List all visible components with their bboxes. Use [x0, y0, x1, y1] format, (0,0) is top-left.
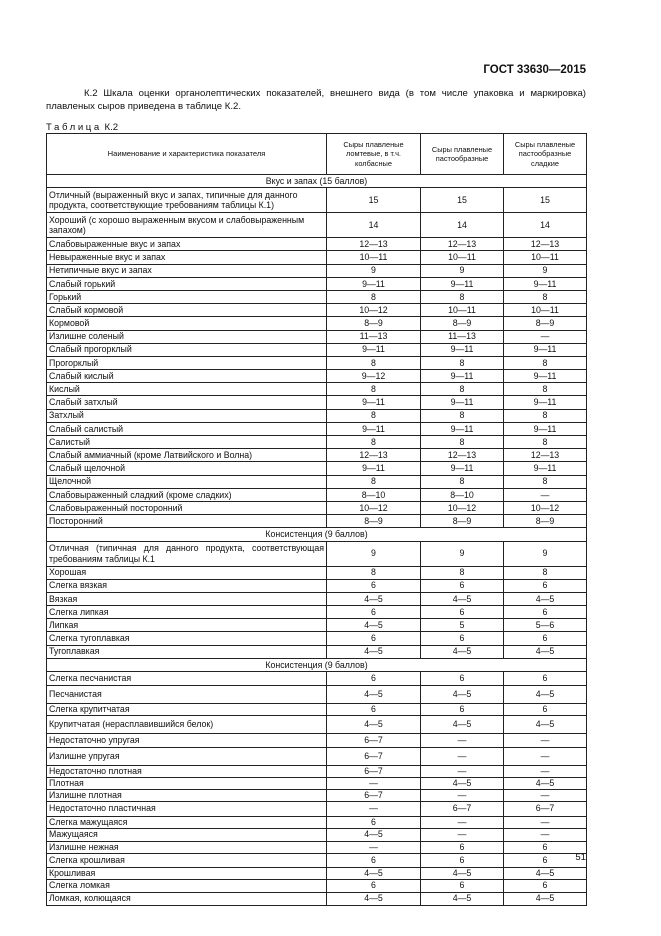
column-header-sweet: Сыры плавленые пастообразные сладкие	[504, 134, 587, 175]
paste-score-cell: 6	[421, 879, 504, 892]
sweet-score-cell: 9—11	[504, 396, 587, 409]
sliced-score-cell: 6	[327, 879, 421, 892]
indicator-cell: Слабый горький	[47, 277, 327, 290]
sliced-score-cell: 8	[327, 566, 421, 579]
sweet-score-cell: 4—5	[504, 777, 587, 789]
indicator-cell: Слабовыраженный посторонний	[47, 501, 327, 514]
paste-score-cell: 9—11	[421, 370, 504, 383]
sweet-score-cell: 9—11	[504, 370, 587, 383]
table-row	[47, 766, 587, 778]
sliced-score-cell: 4—5	[327, 619, 421, 632]
table-row	[47, 515, 587, 528]
paste-score-cell: 9—11	[421, 277, 504, 290]
table-row	[47, 645, 587, 658]
sweet-score-cell: 8	[504, 475, 587, 488]
sliced-score-cell: 9	[327, 264, 421, 277]
column-header-indicator: Наименование и характеристика показателя	[47, 134, 327, 175]
indicator-cell: Слегка вязкая	[47, 579, 327, 592]
paste-score-cell: 4—5	[421, 716, 504, 734]
indicator-cell: Отличная (типичная для данного продукта, соответствующая требованиям таблицы К.1	[47, 541, 327, 566]
sweet-score-cell: 9—11	[504, 462, 587, 475]
sliced-score-cell: —	[327, 777, 421, 789]
sweet-score-cell: 4—5	[504, 892, 587, 905]
sliced-score-cell: 9	[327, 541, 421, 566]
sweet-score-cell: 4—5	[504, 867, 587, 879]
sweet-score-cell: —	[504, 488, 587, 501]
sliced-score-cell: 6	[327, 632, 421, 645]
table-row	[47, 238, 587, 251]
page-number: 51	[575, 852, 586, 863]
section-title-row	[47, 528, 587, 541]
section-title: Вкус и запах (15 баллов)	[47, 175, 587, 188]
paste-score-cell: 9—11	[421, 462, 504, 475]
table-row	[47, 734, 587, 748]
sliced-score-cell: 8—9	[327, 515, 421, 528]
table-caption-label: Таблица	[46, 122, 102, 133]
table-row	[47, 330, 587, 343]
sweet-score-cell: 9—11	[504, 343, 587, 356]
indicator-cell: Нетипичные вкус и запах	[47, 264, 327, 277]
table-row	[47, 188, 587, 213]
table-header-row	[47, 134, 587, 175]
sliced-score-cell: 6—7	[327, 748, 421, 766]
table-row	[47, 686, 587, 704]
table-row	[47, 704, 587, 716]
sweet-score-cell: 15	[504, 188, 587, 213]
table-row	[47, 879, 587, 892]
paste-score-cell: 4—5	[421, 686, 504, 704]
paste-score-cell: —	[421, 748, 504, 766]
paste-score-cell: 12—13	[421, 449, 504, 462]
indicator-cell: Слабый кислый	[47, 370, 327, 383]
sweet-score-cell: 6	[504, 672, 587, 686]
table-row	[47, 853, 587, 867]
indicator-cell: Слегка мажущаяся	[47, 816, 327, 828]
sweet-score-cell: —	[504, 330, 587, 343]
table-row	[47, 841, 587, 853]
sweet-score-cell: 5—6	[504, 619, 587, 632]
sweet-score-cell: 9—11	[504, 422, 587, 435]
sweet-score-cell: 6	[504, 606, 587, 619]
sweet-score-cell: —	[504, 816, 587, 828]
table-row	[47, 290, 587, 303]
indicator-cell: Излишне соленый	[47, 330, 327, 343]
paste-score-cell: 10—12	[421, 501, 504, 514]
table-row	[47, 777, 587, 789]
sweet-score-cell: 8—9	[504, 317, 587, 330]
sweet-score-cell: —	[504, 766, 587, 778]
table-row	[47, 383, 587, 396]
table-row	[47, 462, 587, 475]
table-row	[47, 672, 587, 686]
sliced-score-cell: 8—10	[327, 488, 421, 501]
sliced-score-cell: 6	[327, 579, 421, 592]
sliced-score-cell: 10—11	[327, 251, 421, 264]
sliced-score-cell: 4—5	[327, 867, 421, 879]
table-row	[47, 789, 587, 801]
paste-score-cell: 6	[421, 672, 504, 686]
indicator-cell: Излишне упругая	[47, 748, 327, 766]
indicator-cell: Плотная	[47, 777, 327, 789]
table-row	[47, 264, 587, 277]
sweet-score-cell: 8	[504, 409, 587, 422]
indicator-cell: Хороший (с хорошо выраженным вкусом и слабовыраженным запахом)	[47, 213, 327, 238]
sweet-score-cell: —	[504, 828, 587, 841]
table-row	[47, 579, 587, 592]
score-table	[46, 133, 587, 906]
table-body	[47, 175, 587, 906]
paste-score-cell: 6—7	[421, 801, 504, 816]
paste-score-cell: 8	[421, 409, 504, 422]
paste-score-cell: 8	[421, 290, 504, 303]
table-row	[47, 892, 587, 905]
table-row	[47, 449, 587, 462]
indicator-cell: Тугоплавкая	[47, 645, 327, 658]
sliced-score-cell: —	[327, 801, 421, 816]
sliced-score-cell: 8	[327, 290, 421, 303]
indicator-cell: Прогорклый	[47, 356, 327, 369]
table-row	[47, 304, 587, 317]
sliced-score-cell: 8	[327, 383, 421, 396]
paste-score-cell: 6	[421, 632, 504, 645]
sweet-score-cell: 9	[504, 541, 587, 566]
table-row	[47, 409, 587, 422]
paste-score-cell: 6	[421, 841, 504, 853]
sliced-score-cell: 4—5	[327, 686, 421, 704]
paste-score-cell: 8	[421, 566, 504, 579]
sweet-score-cell: 9	[504, 264, 587, 277]
sliced-score-cell: 9—12	[327, 370, 421, 383]
sliced-score-cell: 8	[327, 436, 421, 449]
sliced-score-cell: 6—7	[327, 789, 421, 801]
sweet-score-cell: 10—11	[504, 251, 587, 264]
sliced-score-cell: 11—13	[327, 330, 421, 343]
paste-score-cell: 8—9	[421, 515, 504, 528]
paste-score-cell: 9—11	[421, 422, 504, 435]
indicator-cell: Мажущаяся	[47, 828, 327, 841]
table-row	[47, 370, 587, 383]
paste-score-cell: 9—11	[421, 396, 504, 409]
paste-score-cell: 6	[421, 853, 504, 867]
sliced-score-cell: 4—5	[327, 645, 421, 658]
sliced-score-cell: 10—12	[327, 304, 421, 317]
sliced-score-cell: 10—12	[327, 501, 421, 514]
paste-score-cell: 8	[421, 475, 504, 488]
paste-score-cell: 4—5	[421, 592, 504, 605]
paste-score-cell: —	[421, 789, 504, 801]
sweet-score-cell: 4—5	[504, 592, 587, 605]
sweet-score-cell: 6	[504, 704, 587, 716]
sliced-score-cell: 6—7	[327, 766, 421, 778]
indicator-cell: Липкая	[47, 619, 327, 632]
paste-score-cell: 6	[421, 606, 504, 619]
indicator-cell: Слегка песчанистая	[47, 672, 327, 686]
paste-score-cell: —	[421, 766, 504, 778]
sweet-score-cell: 8	[504, 290, 587, 303]
sweet-score-cell: —	[504, 734, 587, 748]
paste-score-cell: 8	[421, 383, 504, 396]
indicator-cell: Горький	[47, 290, 327, 303]
paste-score-cell: 4—5	[421, 777, 504, 789]
paste-score-cell: 9	[421, 264, 504, 277]
table-row	[47, 251, 587, 264]
sliced-score-cell: 6	[327, 853, 421, 867]
paste-score-cell: 12—13	[421, 238, 504, 251]
table-row	[47, 356, 587, 369]
section-title: Консистенция (9 баллов)	[47, 528, 587, 541]
sweet-score-cell: 6	[504, 841, 587, 853]
indicator-cell: Слегка крошливая	[47, 853, 327, 867]
sliced-score-cell: 4—5	[327, 828, 421, 841]
section-title-row	[47, 175, 587, 188]
indicator-cell: Салистый	[47, 436, 327, 449]
section-title-row	[47, 658, 587, 671]
paste-score-cell: 8	[421, 356, 504, 369]
sliced-score-cell: 4—5	[327, 892, 421, 905]
paste-score-cell: —	[421, 816, 504, 828]
indicator-cell: Невыраженные вкус и запах	[47, 251, 327, 264]
indicator-cell: Слабый щелочной	[47, 462, 327, 475]
indicator-cell: Вязкая	[47, 592, 327, 605]
table-caption	[46, 122, 118, 133]
sliced-score-cell: 4—5	[327, 716, 421, 734]
paste-score-cell: 14	[421, 213, 504, 238]
section-title: Консистенция (9 баллов)	[47, 658, 587, 671]
paste-score-cell: 4—5	[421, 867, 504, 879]
sweet-score-cell: 6	[504, 853, 587, 867]
paste-score-cell: 9—11	[421, 343, 504, 356]
paste-score-cell: 6	[421, 579, 504, 592]
sweet-score-cell: 4—5	[504, 645, 587, 658]
indicator-cell: Затхлый	[47, 409, 327, 422]
table-row	[47, 501, 587, 514]
sliced-score-cell: 6	[327, 672, 421, 686]
sweet-score-cell: 12—13	[504, 238, 587, 251]
sliced-score-cell: 6	[327, 606, 421, 619]
sliced-score-cell: 9—11	[327, 277, 421, 290]
indicator-cell: Недостаточно упругая	[47, 734, 327, 748]
indicator-cell: Ломкая, колющаяся	[47, 892, 327, 905]
indicator-cell: Кормовой	[47, 317, 327, 330]
sliced-score-cell: —	[327, 841, 421, 853]
sweet-score-cell: 12—13	[504, 449, 587, 462]
paste-score-cell: 10—11	[421, 251, 504, 264]
table-row	[47, 592, 587, 605]
indicator-cell: Слегка тугоплавкая	[47, 632, 327, 645]
table-caption-number: К.2	[104, 122, 119, 133]
sliced-score-cell: 8	[327, 409, 421, 422]
indicator-cell: Слегка ломкая	[47, 879, 327, 892]
indicator-cell: Слабовыраженные вкус и запах	[47, 238, 327, 251]
indicator-cell: Крошливая	[47, 867, 327, 879]
indicator-cell: Отличный (выраженный вкус и запах, типичные для данного продукта, соответствующие требованиям таблицы К.1)	[47, 188, 327, 213]
sliced-score-cell: 6	[327, 816, 421, 828]
paste-score-cell: 8—10	[421, 488, 504, 501]
paste-score-cell: 11—13	[421, 330, 504, 343]
paste-score-cell: —	[421, 828, 504, 841]
sweet-score-cell: 4—5	[504, 686, 587, 704]
sliced-score-cell: 6—7	[327, 734, 421, 748]
paste-score-cell: 6	[421, 704, 504, 716]
sweet-score-cell: 8—9	[504, 515, 587, 528]
sliced-score-cell: 15	[327, 188, 421, 213]
paste-score-cell: 8	[421, 436, 504, 449]
sweet-score-cell: 4—5	[504, 716, 587, 734]
table-row	[47, 475, 587, 488]
table-row	[47, 566, 587, 579]
paste-score-cell: 4—5	[421, 892, 504, 905]
column-header-sliced: Сыры плавленые ломтевые, в т.ч. колбасные	[327, 134, 421, 175]
table-row	[47, 317, 587, 330]
sweet-score-cell: 14	[504, 213, 587, 238]
sweet-score-cell: 6	[504, 879, 587, 892]
table-row	[47, 396, 587, 409]
indicator-cell: Слабовыраженный сладкий (кроме сладких)	[47, 488, 327, 501]
indicator-cell: Излишне нежная	[47, 841, 327, 853]
sliced-score-cell: 12—13	[327, 238, 421, 251]
sweet-score-cell: 8	[504, 356, 587, 369]
indicator-cell: Излишне плотная	[47, 789, 327, 801]
indicator-cell: Щелочной	[47, 475, 327, 488]
sweet-score-cell: 10—12	[504, 501, 587, 514]
paste-score-cell: 5	[421, 619, 504, 632]
paste-score-cell: 9	[421, 541, 504, 566]
table-row	[47, 632, 587, 645]
table-row	[47, 213, 587, 238]
sweet-score-cell: 6	[504, 579, 587, 592]
table-row	[47, 606, 587, 619]
sweet-score-cell: 10—11	[504, 304, 587, 317]
indicator-cell: Посторонний	[47, 515, 327, 528]
indicator-cell: Слабый затхлый	[47, 396, 327, 409]
indicator-cell: Слегка липкая	[47, 606, 327, 619]
sweet-score-cell: 9—11	[504, 277, 587, 290]
sweet-score-cell: —	[504, 789, 587, 801]
indicator-cell: Кислый	[47, 383, 327, 396]
table-row	[47, 801, 587, 816]
sliced-score-cell: 4—5	[327, 592, 421, 605]
paste-score-cell: 8—9	[421, 317, 504, 330]
table-row	[47, 748, 587, 766]
table-row	[47, 422, 587, 435]
paste-score-cell: —	[421, 734, 504, 748]
sweet-score-cell: 8	[504, 436, 587, 449]
table-row	[47, 277, 587, 290]
indicator-cell: Недостаточно плотная	[47, 766, 327, 778]
column-header-paste: Сыры плавленые пастообразные	[421, 134, 504, 175]
table-row	[47, 343, 587, 356]
sliced-score-cell: 9—11	[327, 422, 421, 435]
table-row	[47, 716, 587, 734]
sliced-score-cell: 6	[327, 704, 421, 716]
indicator-cell: Слабый салистый	[47, 422, 327, 435]
sliced-score-cell: 8	[327, 475, 421, 488]
indicator-cell: Слегка крупитчатая	[47, 704, 327, 716]
intro-paragraph: К.2 Шкала оценки органолептических показателей, внешнего вида (в том числе упаковка и маркировка) плавленых сыров приведена в таблице К.2.	[46, 88, 586, 112]
table-row	[47, 541, 587, 566]
standard-number: ГОСТ 33630—2015	[483, 64, 586, 76]
indicator-cell: Крупитчатая (нерасплавившийся белок)	[47, 716, 327, 734]
sliced-score-cell: 9—11	[327, 462, 421, 475]
table-row	[47, 828, 587, 841]
indicator-cell: Недостаточно пластичная	[47, 801, 327, 816]
paste-score-cell: 15	[421, 188, 504, 213]
sliced-score-cell: 9—11	[327, 343, 421, 356]
sweet-score-cell: —	[504, 748, 587, 766]
table-row	[47, 436, 587, 449]
indicator-cell: Слабый аммиачный (кроме Латвийского и Волна)	[47, 449, 327, 462]
sweet-score-cell: 6	[504, 632, 587, 645]
table-row	[47, 619, 587, 632]
indicator-cell: Хорошая	[47, 566, 327, 579]
sweet-score-cell: 8	[504, 566, 587, 579]
paste-score-cell: 4—5	[421, 645, 504, 658]
indicator-cell: Песчанистая	[47, 686, 327, 704]
table-row	[47, 816, 587, 828]
table-row	[47, 867, 587, 879]
sliced-score-cell: 9—11	[327, 396, 421, 409]
paste-score-cell: 10—11	[421, 304, 504, 317]
sliced-score-cell: 12—13	[327, 449, 421, 462]
sliced-score-cell: 8	[327, 356, 421, 369]
table-row	[47, 488, 587, 501]
sliced-score-cell: 8—9	[327, 317, 421, 330]
sweet-score-cell: 6—7	[504, 801, 587, 816]
sweet-score-cell: 8	[504, 383, 587, 396]
indicator-cell: Слабый прогорклый	[47, 343, 327, 356]
indicator-cell: Слабый кормовой	[47, 304, 327, 317]
sliced-score-cell: 14	[327, 213, 421, 238]
